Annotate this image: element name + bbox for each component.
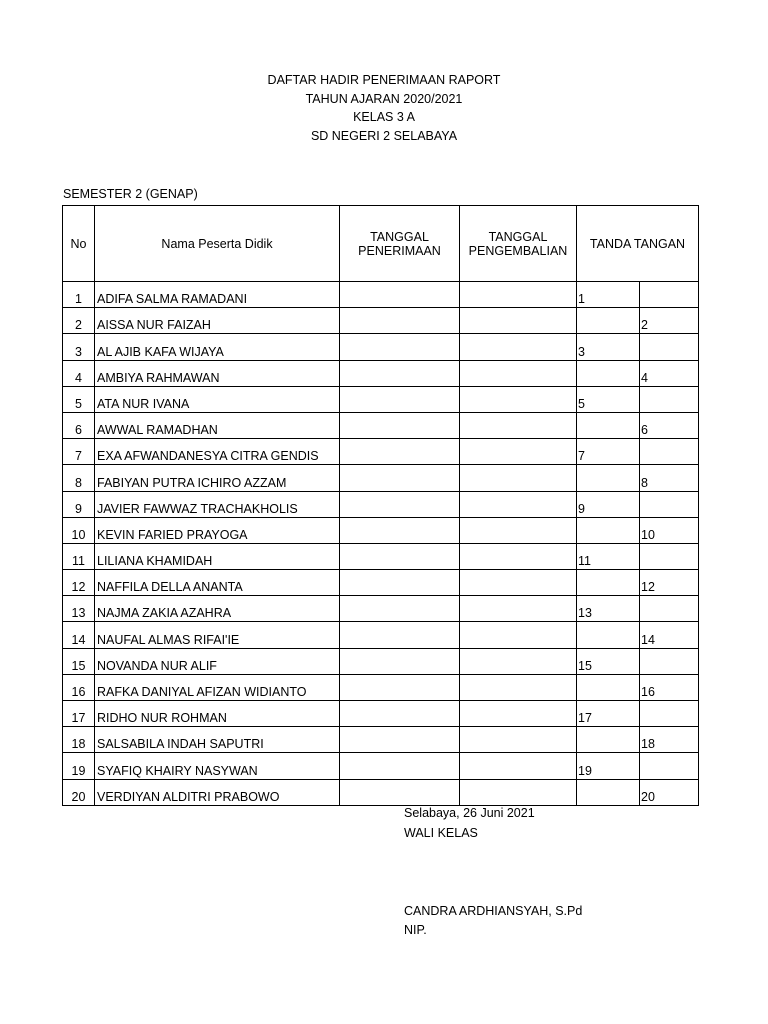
returned-date-cell [460,412,577,438]
signature-left-cell [577,570,640,596]
teacher-name: CANDRA ARDHIANSYAH, S.Pd [404,904,583,918]
row-number: 1 [63,282,95,308]
returned-date-cell [460,386,577,412]
title-line-1: DAFTAR HADIR PENERIMAAN RAPORT [267,73,501,87]
table-row [63,543,699,569]
returned-date-cell [460,491,577,517]
received-date-cell [340,439,460,465]
received-date-cell [340,674,460,700]
signature-right-cell: 14 [640,622,699,648]
title-line-4: SD NEGERI 2 SELABAYA [310,128,458,143]
table-row [63,570,699,596]
signature-left-cell [577,779,640,805]
returned-date-cell [460,779,577,805]
header-returned-date: TANGGAL PENGEMBALIAN [460,206,577,282]
signature-right-cell [640,648,699,674]
signature-left-cell: 19 [577,753,640,779]
signature-left-cell: 11 [577,543,640,569]
table-row [63,360,699,386]
row-number: 15 [63,648,95,674]
row-number: 14 [63,622,95,648]
table-row [63,308,699,334]
row-number: 16 [63,674,95,700]
table-row [63,282,699,308]
row-number: 10 [63,517,95,543]
student-name: KEVIN FARIED PRAYOGA [95,517,340,543]
received-date-cell [340,465,460,491]
returned-date-cell [460,517,577,543]
signature-left-cell [577,465,640,491]
title-line-3: KELAS 3 A [353,110,415,124]
table-row [63,412,699,438]
returned-date-cell [460,674,577,700]
signature-left-cell [577,674,640,700]
row-number: 7 [63,439,95,465]
row-number: 18 [63,727,95,753]
returned-date-cell [460,360,577,386]
received-date-cell [340,360,460,386]
received-date-cell [340,543,460,569]
place-date: Selabaya, 26 Juni 2021 [404,806,535,820]
received-date-cell [340,491,460,517]
returned-date-cell [460,543,577,569]
table-row [63,334,699,360]
student-name: AMBIYA RAHMAWAN [95,360,340,386]
signature-right-cell: 2 [640,308,699,334]
student-name: EXA AFWANDANESYA CITRA GENDIS [95,439,340,465]
row-number: 5 [63,386,95,412]
received-date-cell [340,386,460,412]
student-name: NOVANDA NUR ALIF [95,648,340,674]
table-row [63,701,699,727]
returned-date-cell [460,753,577,779]
student-name: FABIYAN PUTRA ICHIRO AZZAM [95,465,340,491]
document-title [0,71,768,145]
table-row [63,622,699,648]
signature-right-cell: 18 [640,727,699,753]
table-row [63,491,699,517]
returned-date-cell [460,596,577,622]
role-label: WALI KELAS [404,826,478,840]
signature-left-cell [577,727,640,753]
student-name: AISSA NUR FAIZAH [95,308,340,334]
title-line-2: TAHUN AJARAN 2020/2021 [305,91,463,106]
signature-left-cell: 15 [577,648,640,674]
row-number: 6 [63,412,95,438]
table-row [63,648,699,674]
signature-left-cell: 13 [577,596,640,622]
student-name: NAJMA ZAKIA AZAHRA [95,596,340,622]
signature-right-cell: 16 [640,674,699,700]
signature-left-cell [577,360,640,386]
nip-label: NIP. [404,923,427,937]
header-signature: TANDA TANGAN [577,206,699,282]
signature-left-cell: 9 [577,491,640,517]
table-row [63,386,699,412]
returned-date-cell [460,334,577,360]
returned-date-cell [460,465,577,491]
signature-left-cell [577,622,640,648]
received-date-cell [340,412,460,438]
table-header-row [63,206,699,282]
table-row [63,439,699,465]
received-date-cell [340,334,460,360]
returned-date-cell [460,282,577,308]
signature-right-cell [640,701,699,727]
signature-right-cell: 12 [640,570,699,596]
row-number: 4 [63,360,95,386]
received-date-cell [340,517,460,543]
received-date-cell [340,753,460,779]
received-date-cell [340,622,460,648]
semester-label: SEMESTER 2 (GENAP) [63,187,198,201]
signature-left-cell [577,517,640,543]
row-number: 11 [63,543,95,569]
header-name: Nama Peserta Didik [95,206,340,282]
received-date-cell [340,779,460,805]
row-number: 19 [63,753,95,779]
signature-right-cell: 4 [640,360,699,386]
returned-date-cell [460,701,577,727]
table-row [63,596,699,622]
table-row [63,753,699,779]
row-number: 8 [63,465,95,491]
student-name: AWWAL RAMADHAN [95,412,340,438]
signature-left-cell: 17 [577,701,640,727]
table-row [63,727,699,753]
student-name: NAUFAL ALMAS RIFAI'IE [95,622,340,648]
received-date-cell [340,596,460,622]
row-number: 2 [63,308,95,334]
row-number: 12 [63,570,95,596]
received-date-cell [340,282,460,308]
student-name: ATA NUR IVANA [95,386,340,412]
returned-date-cell [460,439,577,465]
signature-right-cell [640,282,699,308]
returned-date-cell [460,648,577,674]
received-date-cell [340,727,460,753]
received-date-cell [340,701,460,727]
signature-left-cell: 3 [577,334,640,360]
signature-right-cell [640,543,699,569]
signature-left-cell: 1 [577,282,640,308]
header-received-date: TANGGAL PENERIMAAN [340,206,460,282]
student-name: RIDHO NUR ROHMAN [95,701,340,727]
returned-date-cell [460,308,577,334]
student-name: ADIFA SALMA RAMADANI [95,282,340,308]
signature-left-cell: 7 [577,439,640,465]
signature-left-cell: 5 [577,386,640,412]
table-row [63,779,699,805]
signature-right-cell: 20 [640,779,699,805]
row-number: 20 [63,779,95,805]
signature-left-cell [577,412,640,438]
signature-right-cell [640,491,699,517]
received-date-cell [340,308,460,334]
header-no: No [63,206,95,282]
returned-date-cell [460,570,577,596]
row-number: 17 [63,701,95,727]
table-row [63,517,699,543]
signature-right-cell: 6 [640,412,699,438]
signature-left-cell [577,308,640,334]
attendance-table [62,205,699,806]
signature-right-cell [640,334,699,360]
table-row [63,674,699,700]
returned-date-cell [460,727,577,753]
signature-right-cell: 10 [640,517,699,543]
row-number: 9 [63,491,95,517]
student-name: NAFFILA DELLA ANANTA [95,570,340,596]
row-number: 3 [63,334,95,360]
signature-right-cell [640,439,699,465]
student-name: SALSABILA INDAH SAPUTRI [95,727,340,753]
table-row [63,465,699,491]
received-date-cell [340,648,460,674]
student-name: RAFKA DANIYAL AFIZAN WIDIANTO [95,674,340,700]
student-name: JAVIER FAWWAZ TRACHAKHOLIS [95,491,340,517]
student-name: LILIANA KHAMIDAH [95,543,340,569]
row-number: 13 [63,596,95,622]
student-name: SYAFIQ KHAIRY NASYWAN [95,753,340,779]
student-name: VERDIYAN ALDITRI PRABOWO [95,779,340,805]
returned-date-cell [460,622,577,648]
received-date-cell [340,570,460,596]
student-name: AL AJIB KAFA WIJAYA [95,334,340,360]
signature-right-cell [640,753,699,779]
signature-right-cell [640,596,699,622]
signature-right-cell: 8 [640,465,699,491]
signature-right-cell [640,386,699,412]
